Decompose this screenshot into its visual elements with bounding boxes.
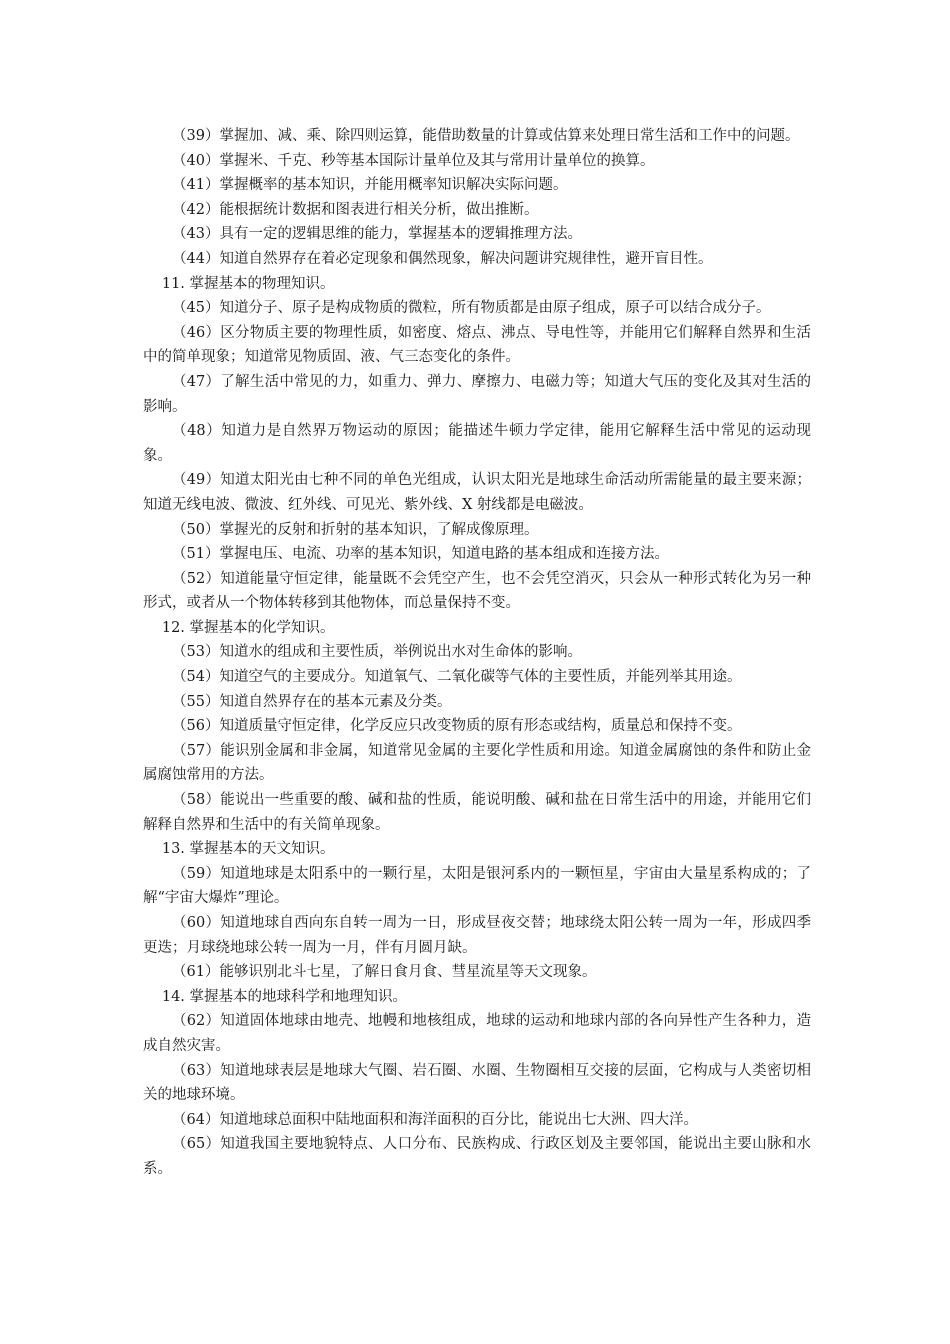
section-heading: 11. 掌握基本的物理知识。 — [161, 275, 335, 292]
list-item: （42）能根据统计数据和图表进行相关分析，做出推断。 — [172, 201, 539, 218]
list-item: （57）能识别金属和非金属，知道常见金属的主要化学性质和用途。知道金属腐蚀的条件和防止金属腐蚀常用的方法。 — [143, 742, 811, 784]
list-item: （60）知道地球自西向东自转一周为一日，形成昼夜交替；地球绕太阳公转一周为一年，形成四季更迭；月球绕地球公转一周为一月，伴有月圆月缺。 — [143, 915, 811, 956]
list-item: （53）知道水的组成和主要性质，举例说出水对生命体的影响。 — [172, 644, 582, 661]
list-item: （55）知道自然界存在的基本元素及分类。 — [172, 693, 452, 710]
list-item: （59）知道地球是太阳系中的一颗行星，太阳是银河系内的一颗恒星，宇宙由大量星系构成的；了解“宇宙大爆炸”理论。 — [143, 865, 811, 907]
list-item: （46）区分物质主要的物理性质，如密度、熔点、沸点、导电性等，并能用它们解释自然界和生活中的简单现象；知道常见物质固、液、气三态变化的条件。 — [143, 324, 811, 366]
list-item: （45）知道分子、原子是构成物质的微粒，所有物质都是由原子组成，原子可以结合成分子。 — [172, 300, 771, 317]
list-item: （40）掌握米、千克、秒等基本国际计量单位及其与常用计量单位的换算。 — [172, 152, 655, 169]
list-item: （61）能够识别北斗七星，了解日食月食、彗星流星等天文现象。 — [172, 964, 597, 981]
section-heading: 13. 掌握基本的天文知识。 — [161, 841, 335, 858]
list-item: （56）知道质量守恒定律，化学反应只改变物质的原有形态或结构，质量总和保持不变。 — [172, 718, 742, 735]
list-item: （62）知道固体地球由地壳、地幔和地核组成，地球的运动和地球内部的各向异性产生各种力，造成自然灾害。 — [143, 1013, 811, 1054]
list-item: （41）掌握概率的基本知识，并能用概率知识解决实际问题。 — [172, 177, 568, 194]
document-body — [143, 124, 811, 1182]
list-item: （44）知道自然界存在着必定现象和偶然现象，解决问题讲究规律性，避开盲目性。 — [172, 250, 713, 267]
section-heading: 12. 掌握基本的化学知识。 — [161, 619, 335, 636]
list-item: （52）知道能量守恒定律，能量既不会凭空产生，也不会凭空消灭，只会从一种形式转化为另一种形式，或者从一个物体转移到其他物体，而总量保持不变。 — [143, 570, 811, 612]
list-item: （43）具有一定的逻辑思维的能力，掌握基本的逻辑推理方法。 — [172, 226, 582, 243]
list-item: （64）知道地球总面积中陆地面积和海洋面积的百分比，能说出七大洲、四大洋。 — [172, 1111, 698, 1128]
list-item: （63）知道地球表层是地球大气圈、岩石圈、水圈、生物圈相互交接的层面，它构成与人类密切相关的地球环境。 — [143, 1062, 811, 1104]
list-item: （49）知道太阳光由七种不同的单色光组成，认识太阳光是地球生命活动所需能量的最主要来源；知道无线电波、微波、红外线、可见光、紫外线、X 射线都是电磁波。 — [143, 472, 811, 513]
list-item: （47）了解生活中常见的力，如重力、弹力、摩擦力、电磁力等；知道大气压的变化及其对生活的影响。 — [143, 373, 811, 415]
list-item: （65）知道我国主要地貌特点、人口分布、民族构成、行政区划及主要邻国，能说出主要山脉和水系。 — [143, 1136, 811, 1177]
list-item: （50）掌握光的反射和折射的基本知识，了解成像原理。 — [172, 521, 539, 538]
list-item: （48）知道力是自然界万物运动的原因；能描述牛顿力学定律，能用它解释生活中常见的运动现象。 — [143, 423, 811, 464]
list-item: （51）掌握电压、电流、功率的基本知识，知道电路的基本组成和连接方法。 — [172, 546, 669, 563]
list-item: （39）掌握加、减、乘、除四则运算，能借助数量的计算或估算来处理日常生活和工作中的问题。 — [172, 128, 800, 144]
list-item: （58）能说出一些重要的酸、碱和盐的性质，能说明酸、碱和盐在日常生活中的用途，并能用它们解释自然界和生活中的有关简单现象。 — [143, 792, 811, 833]
section-heading: 14. 掌握基本的地球科学和地理知识。 — [161, 988, 408, 1005]
list-item: （54）知道空气的主要成分。知道氧气、二氧化碳等气体的主要性质，并能列举其用途。 — [172, 669, 742, 686]
